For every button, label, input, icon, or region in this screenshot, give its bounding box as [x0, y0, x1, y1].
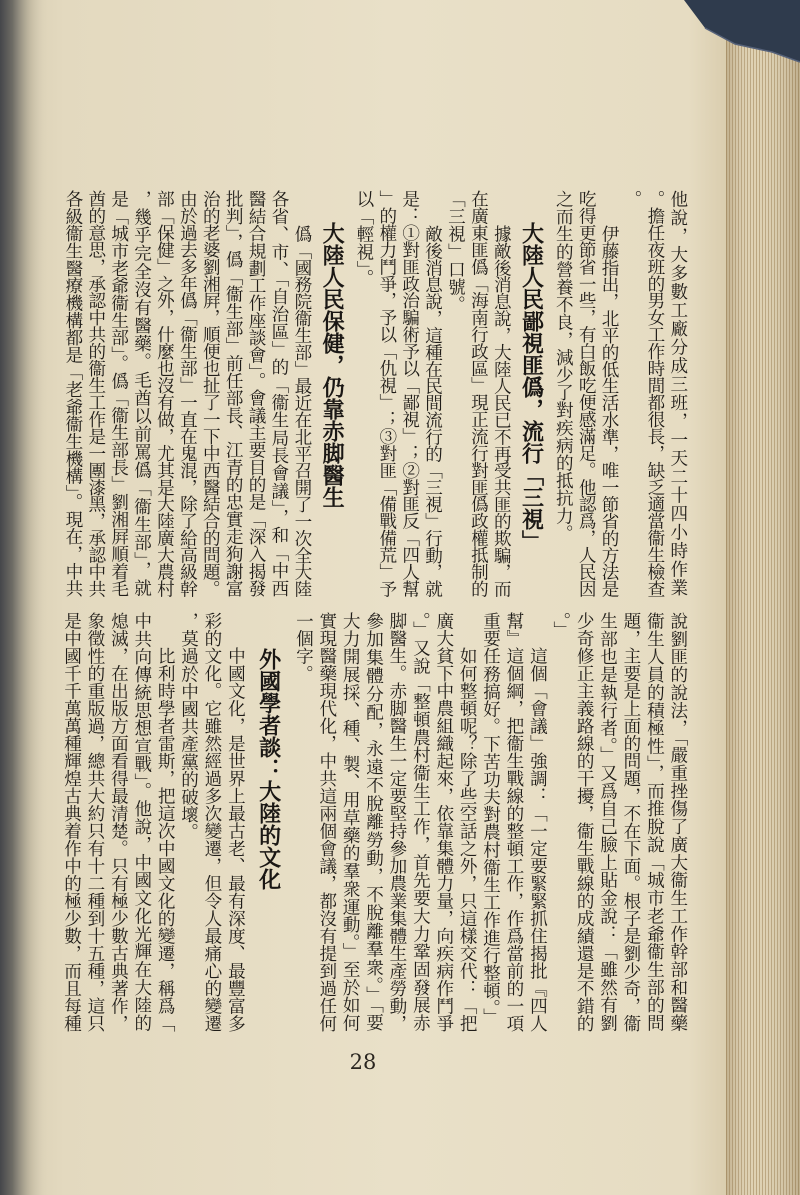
text-column: 敵後消息說，這種在民間流行的「三視」行動，就: [422, 225, 443, 597]
text-column: 批判」，僞「衞生部」前任部長、江青的忠實走狗謝富: [223, 190, 244, 597]
text-column: 治的老婆劉湘屛，順便也扯了一下中西醫結合的問題。: [200, 190, 221, 597]
text-column: 這個「會議」強調：「一定要緊緊抓住揭批『四人: [527, 647, 548, 1032]
text-column: 由於過去多年僞「衞生部」一直在鬼混，除了給高級幹: [177, 190, 198, 597]
text-column: 「三視」口號。: [445, 190, 466, 314]
text-column: 少奇修正主義路線的干擾，衞生戰線的成績還是不錯的: [574, 612, 595, 1032]
text-column: 重要任務搞好。下苦功夫對農村衞生工作進行整頓。」: [480, 612, 501, 1026]
text-column: 醫結合規劃工作座談會」。會議主要目的是「深入揭發: [246, 190, 267, 597]
section-heading: 外國學者談：大陸的文化: [255, 648, 282, 890]
text-column: 」的權力鬥爭，予以「仇視」；③對匪「備戰備荒」予: [376, 190, 397, 597]
text-column: 一個字。: [293, 612, 314, 683]
text-column: 中國文化，是世界上最古老、最有深度、最豐富多: [225, 647, 246, 1032]
text-column: 。」: [550, 612, 571, 639]
text-column: 酋的意思，承認中共的衞生工作是一團漆黑，承認中共: [85, 190, 106, 597]
text-column: 彩的文化。它雖然經過多次變遷，但令人最痛心的變遷: [201, 612, 222, 1032]
text-column: 。擔任夜班的男女工作時間都很長，缺乏適當衞生檢查: [644, 190, 665, 597]
text-column: 衞生人員的積極性」，而推脫說「城市老爺衞生部的問: [644, 612, 665, 1032]
page-number: 28: [349, 1050, 377, 1074]
text-column: 據敵後消息說，大陸人民已不再受共匪的欺騙，而: [491, 225, 512, 597]
text-column: 實現醫藥現代化，中共這兩個會議，都沒有提到過任何: [316, 612, 337, 1032]
text-column: 在廣東匪僞「海南行政區」現正流行對匪僞政權抵制的: [468, 190, 489, 597]
text-column: 部「保健」之外，什麼也沒有做，尤其是大陸廣大農村: [154, 190, 175, 597]
text-column: 大力開展採、種、製、用草藥的羣衆運動。」至於如何: [340, 612, 361, 1032]
text-column: 之而生的營養不良，減少了對疾病的抵抗力。: [553, 190, 574, 542]
text-column: ，幾乎完全沒有醫藥。毛酋以前罵僞「衞生部」，就: [131, 190, 152, 597]
text-column: 脚醫生。赤脚醫生一定要堅持參加農業集體生產勞動，: [386, 612, 407, 1032]
text-column: 參加集體分配，永遠不脫離勞動，不脫離羣衆。」「要: [363, 612, 384, 1032]
text-column: 。」又說「整頓農村衞生工作，首先要大力鞏固發展赤: [410, 612, 431, 1032]
text-column: 。: [621, 190, 642, 208]
text-column: 是「城市老爺衞生部」。僞「衞生部長」劉湘屛順着毛: [108, 190, 129, 597]
text-column: 幫』這個綱，把衞生戰線的整頓工作，作爲當前的一項: [503, 612, 524, 1032]
section-heading: 大陸人民鄙視匪僞，流行「三視」: [518, 222, 545, 552]
text-column: 中共向傳統思想宣戰」。他說，中國文化光輝在大陸的: [131, 612, 152, 1032]
text-column: 吃得更節省一些，有白飯吃便感滿足。他認爲，人民因: [576, 190, 597, 597]
text-column: 象徵性的重版過，總共大約只有十二種到十五種，這只: [84, 612, 105, 1032]
text-column: 生部也是執行者。」又爲自己臉上貼金說：「雖然有劉: [597, 612, 618, 1032]
text-column: 是：①對匪政治騙術予以「鄙視」；②對匪反「四人幫: [399, 190, 420, 597]
bottom-text-tier: [0, 612, 800, 1032]
top-text-tier: [0, 190, 800, 597]
text-column: 各省、市、「自治區」的「衞生局長會議」，和「中西: [268, 190, 289, 597]
text-column: 他說，大多數工廠分成三班，一天二十四小時作業: [667, 190, 688, 597]
text-column: 如何整頓呢？除了些空話之外，只這樣交代：「把: [457, 647, 478, 1032]
text-column: 僞「國務院衞生部」最近在北平召開了一次全大陸: [291, 225, 312, 597]
text-column: 題，主要是上面的問題，不在下面。根子是劉少奇，衞: [620, 612, 641, 1032]
section-heading: 大陸人民保健，仍靠赤脚醫生: [319, 222, 346, 508]
text-column: 伊藤指出，北平的低生活水準，唯一節省的方法是: [599, 225, 620, 597]
text-column: 說劉匪的說法，「嚴重挫傷了廣大衞生工作幹部和醫藥: [667, 612, 688, 1032]
text-column: 以「輕視」。: [353, 190, 374, 287]
text-column: ，莫過於中國共產黨的破壞。: [178, 612, 199, 841]
text-column: 廣大貧下中農組織起來，依靠集體力量，向疾病作鬥爭: [433, 612, 454, 1032]
text-column: 是中國千千萬萬種輝煌古典着作中的極少數，而且每種: [61, 612, 82, 1032]
text-column: 比利時學者雷斯，把這次中國文化的變遷，稱爲「: [155, 647, 176, 1032]
text-column: 熄滅，在出版方面看得最清楚。只有極少數古典著作，: [108, 612, 129, 1032]
text-column: 各級衞生醫療機構都是「老爺衞生機構」。現在，中共: [62, 190, 83, 597]
